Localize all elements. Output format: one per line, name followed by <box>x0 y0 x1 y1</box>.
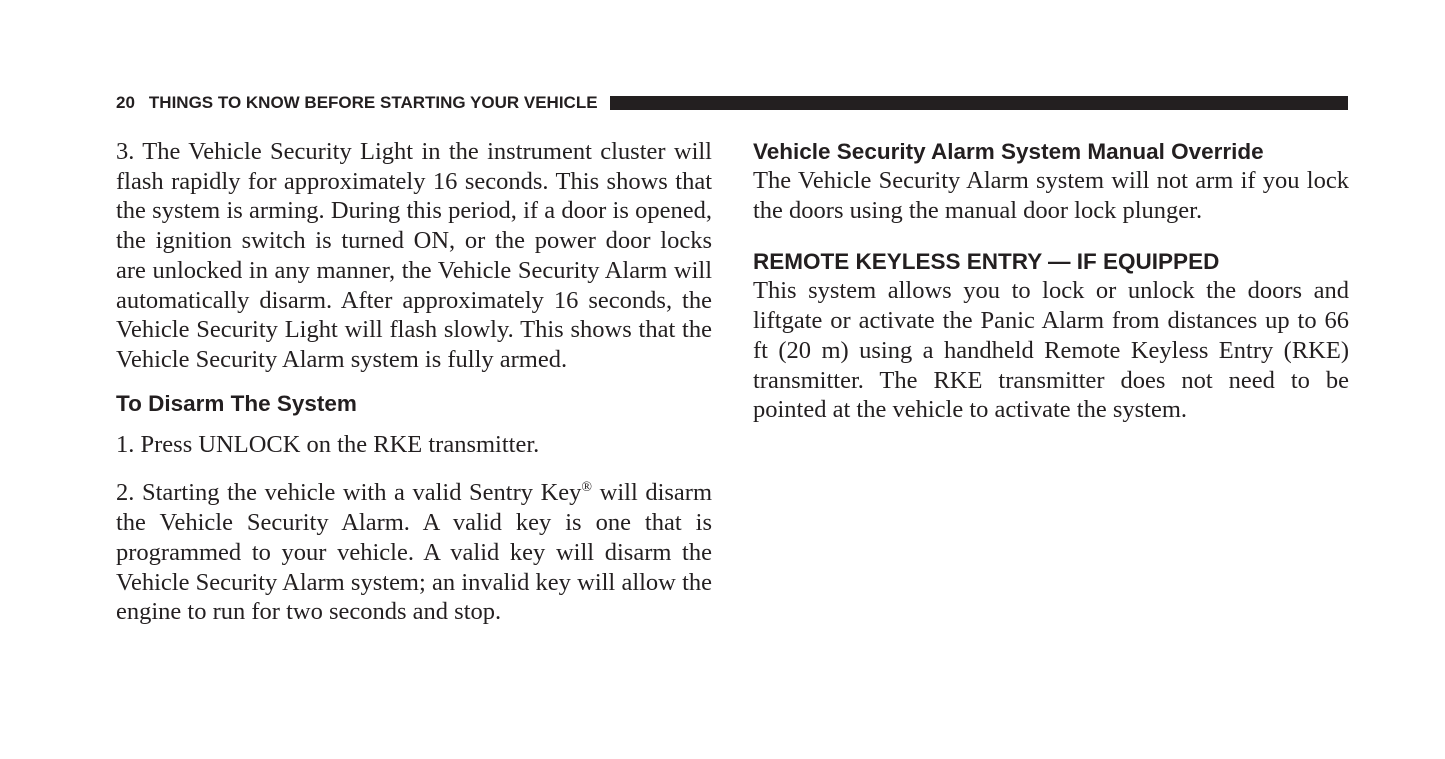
paragraph-rke: This system allows you to lock or unlock the doors and liftgate or activate the Panic Alarm from distances up to 66 ft (20 m) using a handheld Remote Keyless Entry (RKE) transmitter. The RKE transmitter does not need to be pointed at the vehicle to activate the system. <box>753 277 1349 424</box>
paragraph-arming: 3. The Vehicle Security Light in the instrument cluster will flash rapidly for approximately 16 seconds. This shows that the system is arming. During this period, if a door is opened, the ignition switch is turned ON, or the power door locks are unlocked in any manner, the Vehicle Security Alarm will automatically disarm. After approximately 16 seconds, the Vehicle Security Light will flash slowly. This shows that the Vehicle Security Alarm system is fully armed. <box>116 138 712 373</box>
right-column <box>753 137 1349 447</box>
header-rule <box>610 96 1348 110</box>
heading-rke: REMOTE KEYLESS ENTRY — IF EQUIPPED <box>753 249 1220 275</box>
paragraph-step2 <box>116 473 712 627</box>
text: 2. Starting the vehicle with a valid Sentry Key <box>116 479 582 507</box>
registered-mark: ® <box>581 480 593 496</box>
paragraph-step1: 1. Press UNLOCK on the RKE transmitter. <box>116 430 540 458</box>
page-number: 20 <box>116 93 135 112</box>
heading-disarm: To Disarm The System <box>116 390 357 416</box>
section-title: THINGS TO KNOW BEFORE STARTING YOUR VEHICLE <box>148 93 598 112</box>
text: will disarm the Vehicle Security Alarm. A valid key is one that is programmed to your vehicle. A valid key will disarm the Vehicle Security Alarm system; an invalid key will allow the engine to run for two seconds and stop. <box>116 479 713 626</box>
left-column <box>116 137 712 641</box>
paragraph-override: The Vehicle Security Alarm system will not arm if you lock the doors using the manual door lock plunger. <box>753 167 1349 224</box>
page-header <box>116 92 1348 114</box>
heading-manual-override: Vehicle Security Alarm System Manual Override <box>753 139 1264 164</box>
